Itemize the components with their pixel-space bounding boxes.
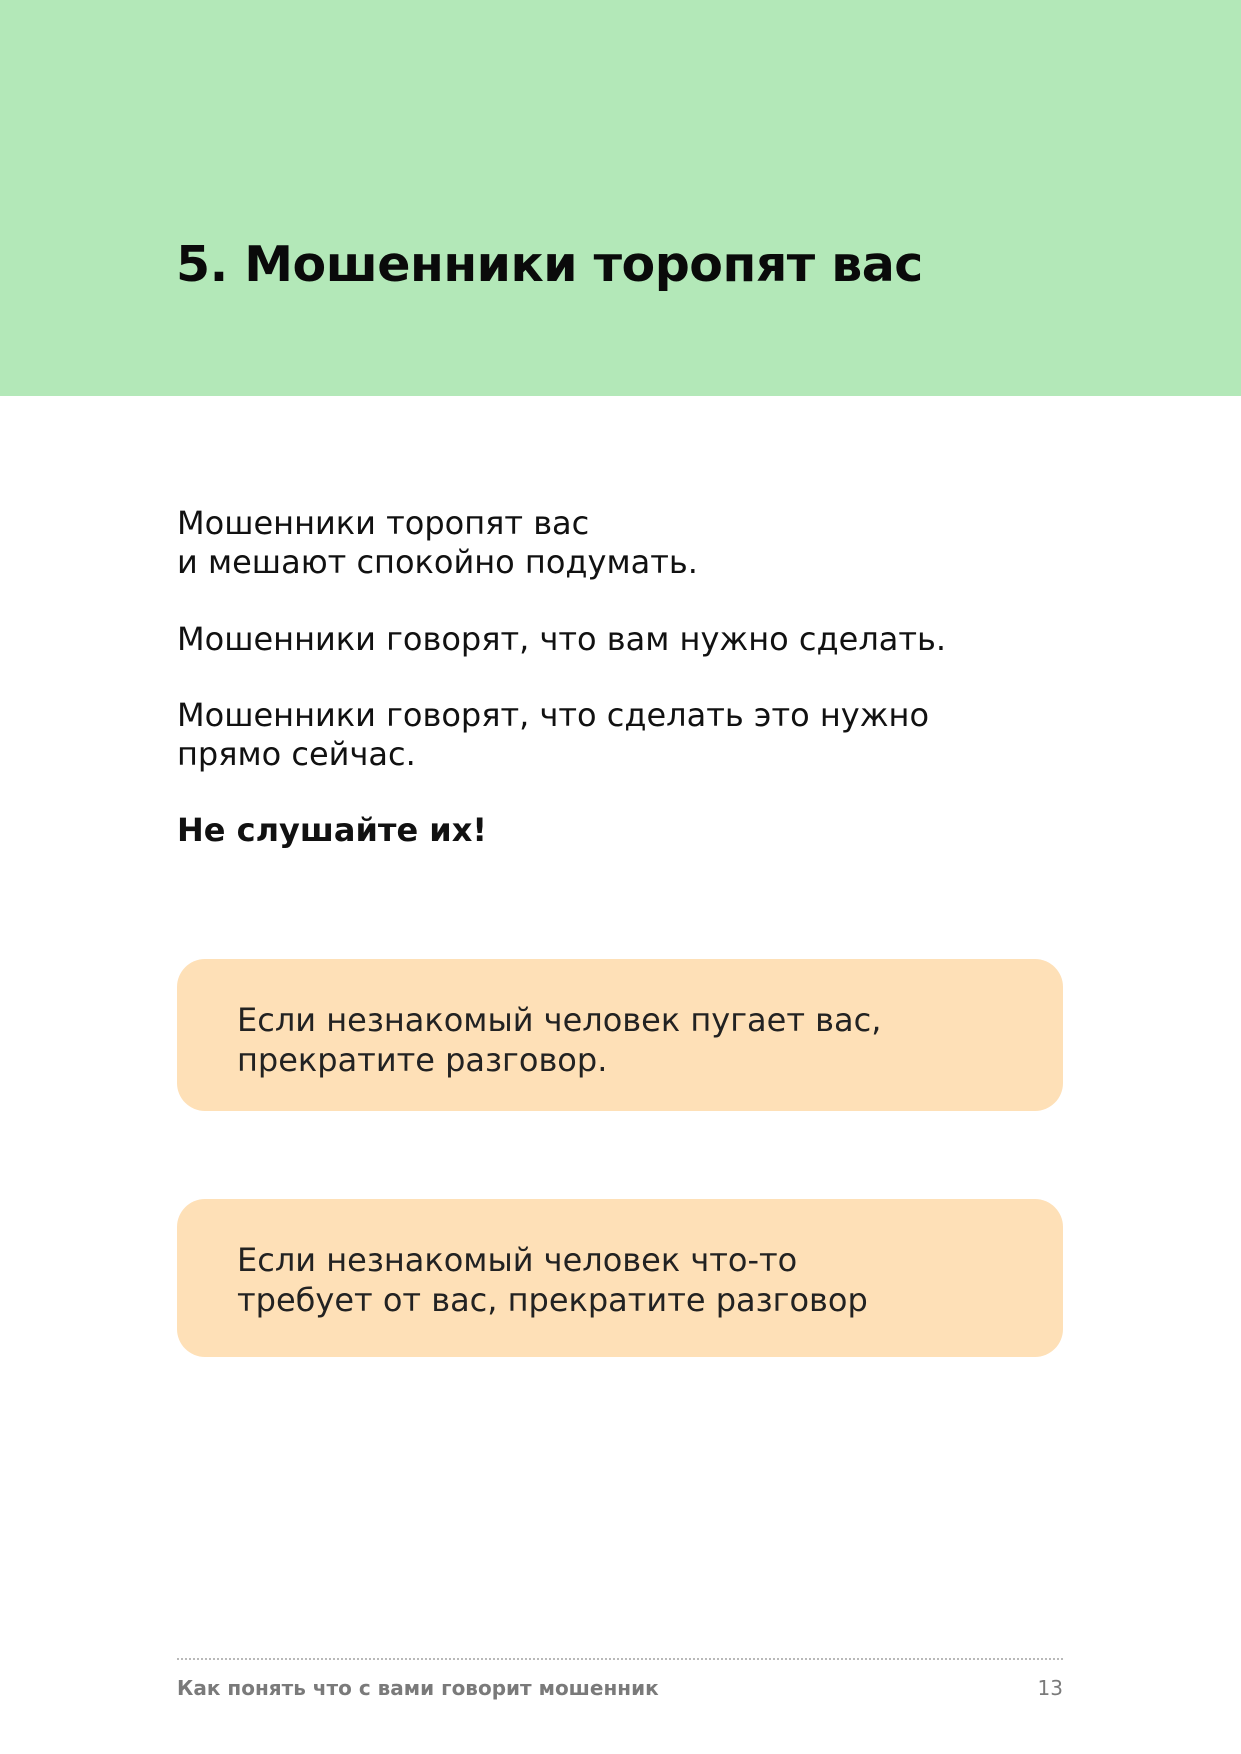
footer-document-title: Как понять что с вами говорит мошенник <box>177 1676 659 1700</box>
callout-line: Если незнакомый человек пугает вас, <box>237 1001 882 1039</box>
footer-divider <box>177 1658 1063 1660</box>
paragraph-instructions <box>177 620 946 659</box>
paragraph-line: Мошенники говорят, что вам нужно сделать. <box>177 620 947 658</box>
callout-line: требует от вас, прекратите разговор <box>237 1281 868 1319</box>
page-number: 13 <box>1037 1676 1063 1700</box>
paragraph-line: Мошенники торопят вас <box>177 504 590 542</box>
paragraph-rushing <box>177 504 698 582</box>
paragraph-line: и мешают спокойно подумать. <box>177 543 698 581</box>
callout-line: прекратите разговор. <box>237 1041 608 1079</box>
paragraph-line: прямо сейчас. <box>177 735 416 773</box>
paragraph-urgency <box>177 696 929 774</box>
callout-line: Если незнакомый человек что-то <box>237 1241 798 1279</box>
callout-text <box>237 1240 868 1320</box>
page-title: 5. Мошенники торопят вас <box>176 236 923 293</box>
callout-box-scare <box>177 959 1063 1111</box>
paragraph-line: Не слушайте их! <box>177 811 487 849</box>
callout-text <box>237 1000 881 1080</box>
header-band <box>0 0 1241 396</box>
callout-box-demand <box>177 1199 1063 1357</box>
warning-emphasis <box>177 811 487 850</box>
paragraph-line: Мошенники говорят, что сделать это нужно <box>177 696 930 734</box>
